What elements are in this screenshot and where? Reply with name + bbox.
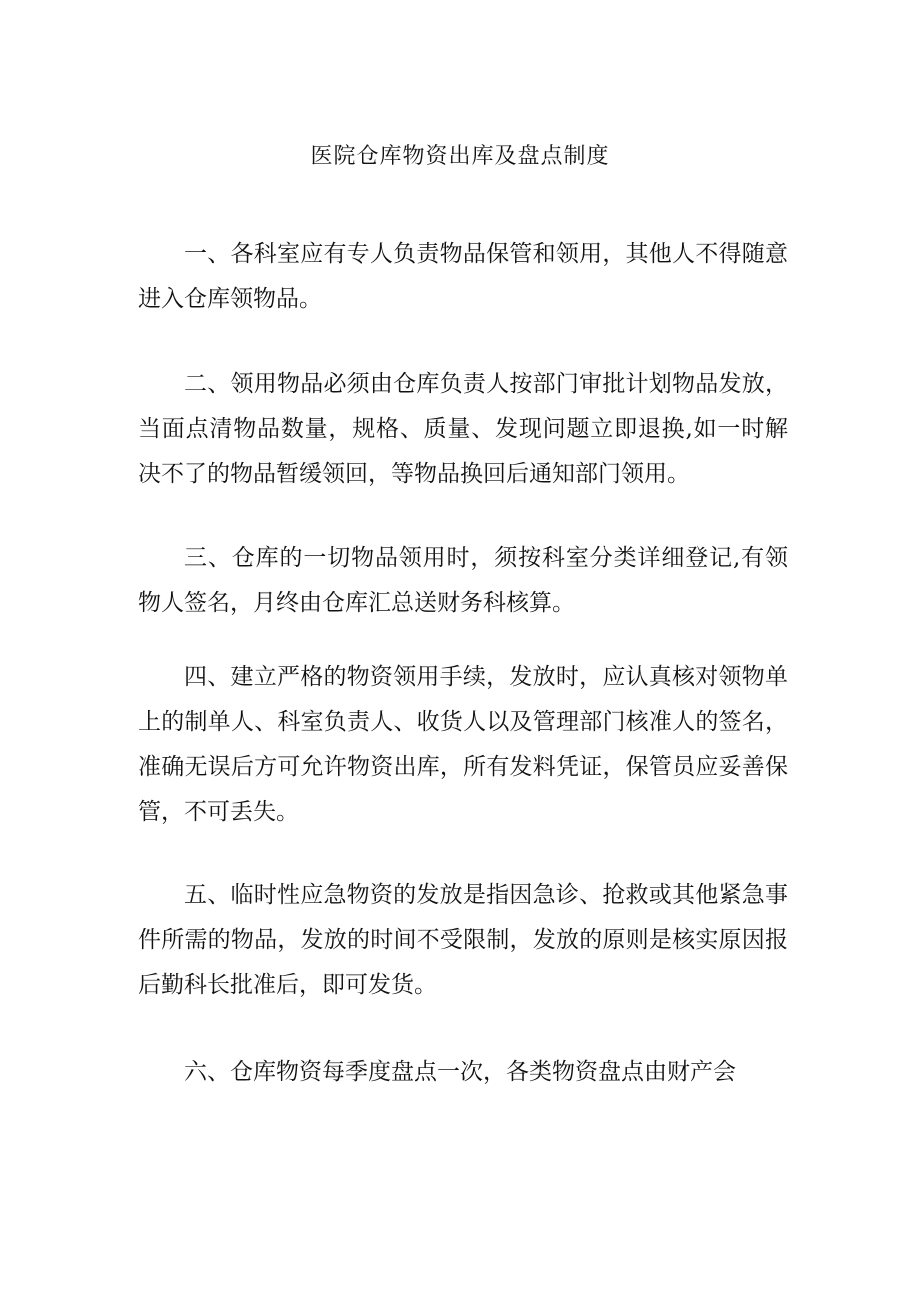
clause-5: 五、临时性应急物资的发放是指因急诊、抢救或其他紧急事件所需的物品，发放的时间不受限制，发放的原则是核实原因报后勤科长批准后，即可发货。 [138, 882, 788, 998]
clause-3: 三、仓库的一切物品领用时，须按科室分类详细登记,有领物人签名，月终由仓库汇总送财务科核算。 [138, 545, 788, 616]
clause-6: 六、仓库物资每季度盘点一次，各类物资盘点由财产会 [184, 1059, 736, 1085]
document-title: 医院仓库物资出库及盘点制度 [310, 144, 610, 169]
clause-1: 一、各科室应有专人负责物品保管和领用，其他人不得随意进入仓库领物品。 [138, 241, 788, 312]
clause-2: 二、领用物品必须由仓库负责人按部门审批计划物品发放，当面点清物品数量，规格、质量、发现问题立即退换,如一时解决不了的物品暂缓领回，等物品换回后通知部门领用。 [138, 371, 788, 487]
clause-4: 四、建立严格的物资领用手续，发放时，应认真核对领物单上的制单人、科室负责人、收货人以及管理部门核准人的签名，准确无误后方可允许物资出库，所有发料凭证，保管员应妥善保管，不可丢失。 [138, 664, 788, 825]
